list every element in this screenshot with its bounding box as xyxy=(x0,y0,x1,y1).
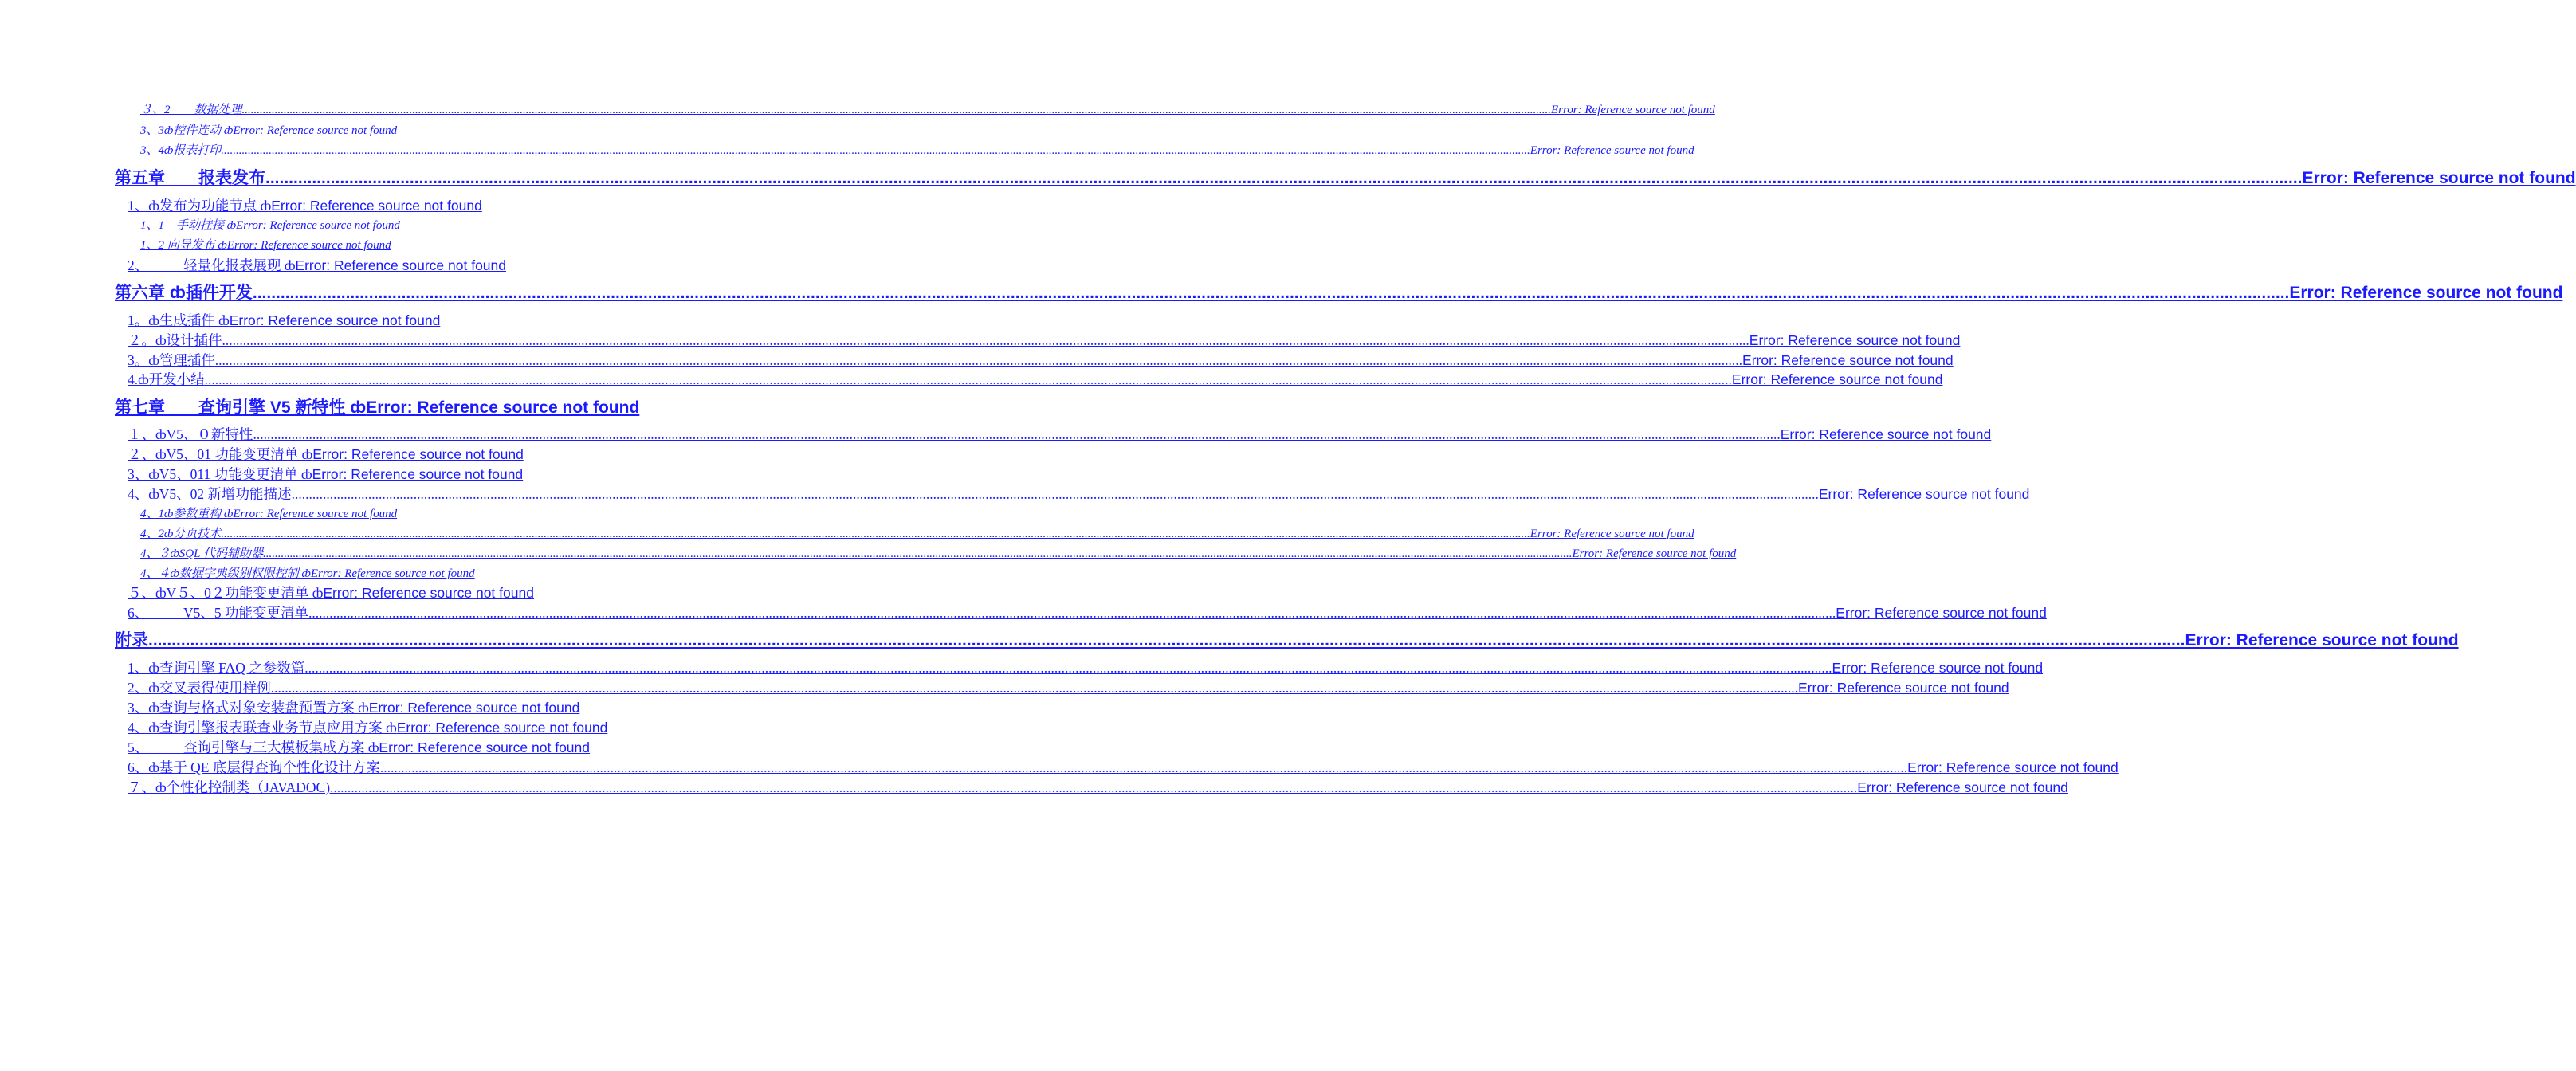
toc-entry-title: 6、ȸ基于 QE 底层得查询个性化设计方案 xyxy=(128,759,380,775)
toc-dot-leader: ...................................................................................................................................................................................................................................................................................................................................................................................................................................................... xyxy=(253,426,1781,442)
toc-dot-leader: ...................................................................................................................................................................................................................................................................................................................................................................................................................................................... xyxy=(379,759,1908,775)
toc-entry-title: 4、３ȸSQL 代码辅助器 xyxy=(140,547,263,560)
toc-entry-page-ref: Error: Reference source not found xyxy=(233,508,398,520)
toc-entry-page-ref: Error: Reference source not found xyxy=(323,585,534,601)
toc-dot-leader: ...................................................................................................................................................................................................................................................................................................................................................................................................................................................... xyxy=(252,284,2290,302)
toc-dot-leader: ...................................................................................................................................................................................................................................................................................................................................................................................................................................................... xyxy=(222,332,1749,348)
toc-dot-leader: ...................................................................................................................................................................................................................................................................................................................................................................................................................................................... xyxy=(221,144,1530,157)
toc-entry-page-ref: Error: Reference source not found xyxy=(1530,144,1694,157)
toc-entry-title: 6、 V5、5 功能变更清单 xyxy=(128,605,309,621)
toc-entry-page-ref: Error: Reference source not found xyxy=(233,124,398,137)
toc-entry[interactable] xyxy=(140,141,1694,157)
toc-entry-page-ref: Error: Reference source not found xyxy=(1907,759,2119,775)
toc-entry[interactable] xyxy=(128,369,1943,387)
toc-dot-leader: ...................................................................................................................................................................................................................................................................................................................................................................................................................................................... xyxy=(204,371,1732,387)
toc-dot-leader: ...................................................................................................................................................................................................................................................................................................................................................................................................................................................... xyxy=(262,547,1573,560)
toc-entry[interactable] xyxy=(128,310,440,328)
toc-entry[interactable] xyxy=(128,717,607,735)
toc-dot-leader: ...................................................................................................................................................................................................................................................................................................................................................................................................................................................... xyxy=(242,104,1552,116)
toc-entry[interactable] xyxy=(128,484,2030,502)
toc-entry-page-ref: Error: Reference source not found xyxy=(1836,605,2047,621)
toc-dot-leader: ...................................................................................................................................................................................................................................................................................................................................................................................................................................................... xyxy=(148,631,2185,649)
toc-entry-page-ref: Error: Reference source not found xyxy=(1832,660,2044,676)
toc-entry-title: 5、 查询引擎与三大模板集成方案 ȸ xyxy=(128,740,379,755)
toc-entry[interactable] xyxy=(128,657,2044,676)
toc-entry-page-ref: Error: Reference source not found xyxy=(1749,332,1961,348)
toc-entry-page-ref: Error: Reference source not found xyxy=(1818,486,2030,502)
toc-entry-page-ref: Error: Reference source not found xyxy=(1742,352,1954,368)
toc-entry-page-ref: Error: Reference source not found xyxy=(2289,284,2563,302)
toc-entry[interactable] xyxy=(140,524,1694,540)
toc-entry-page-ref: Error: Reference source not found xyxy=(2185,631,2459,649)
toc-entry[interactable] xyxy=(140,121,397,137)
toc-entry-page-ref: Error: Reference source not found xyxy=(312,466,524,482)
toc-dot-leader: ...................................................................................................................................................................................................................................................................................................................................................................................................................................................... xyxy=(291,486,1819,502)
toc-entry-page-ref: Error: Reference source not found xyxy=(2302,169,2576,187)
toc-entry-title: 3、ȸV5、011 功能变更清单 ȸ xyxy=(128,466,312,482)
toc-entry[interactable] xyxy=(115,165,2576,187)
toc-entry-page-ref: Error: Reference source not found xyxy=(310,567,475,580)
toc-dot-leader: ...................................................................................................................................................................................................................................................................................................................................................................................................................................................... xyxy=(308,605,1836,621)
toc-entry-title: 4、ȸV5、02 新增功能描述 xyxy=(128,486,292,502)
toc-entry-title: 附录 xyxy=(115,631,148,649)
toc-entry-page-ref: Error: Reference source not found xyxy=(396,720,608,736)
toc-entry-title: 3。ȸ管理插件 xyxy=(128,352,215,368)
toc-entry[interactable] xyxy=(140,216,400,232)
toc-dot-leader: ...................................................................................................................................................................................................................................................................................................................................................................................................................................................... xyxy=(270,680,1799,696)
toc-entry[interactable] xyxy=(128,464,523,481)
toc-entry-title: 4.ȸ开发小结 xyxy=(128,371,205,387)
toc-entry[interactable] xyxy=(128,330,1961,348)
toc-entry-page-ref: Error: Reference source not found xyxy=(295,257,507,273)
toc-entry-title: ２、ȸV5、01 功能变更清单 ȸ xyxy=(128,446,313,462)
toc-entry-title: 2、 轻量化报表展现 ȸ xyxy=(128,257,296,273)
toc-entry-page-ref: Error: Reference source not found xyxy=(1572,547,1737,560)
toc-entry[interactable] xyxy=(128,602,2047,621)
toc-entry-title: 3、3ȸ控件连动 ȸ xyxy=(140,124,234,137)
toc-entry-title: １、ȸV5、０新特性 xyxy=(128,426,253,442)
toc-entry[interactable] xyxy=(128,757,2119,775)
toc-entry-page-ref: Error: Reference source not found xyxy=(1731,371,1943,387)
toc-entry-title: ７、ȸ个性化控制类（JAVADOC) xyxy=(128,779,331,795)
toc-entry-page-ref: Error: Reference source not found xyxy=(312,446,524,462)
toc-entry[interactable] xyxy=(128,424,1992,442)
toc-entry-title: 第五章 报表发布 xyxy=(115,169,265,187)
toc-entry-title: ５、ȸV５、0２功能变更清单 ȸ xyxy=(128,585,324,601)
toc-entry-page-ref: Error: Reference source not found xyxy=(1551,104,1715,116)
toc-entry-title: 3、ȸ查询与格式对象安装盘预置方案 ȸ xyxy=(128,700,369,716)
toc-entry[interactable] xyxy=(128,444,524,461)
toc-entry-page-ref: Error: Reference source not found xyxy=(226,239,391,252)
toc-dot-leader: ...................................................................................................................................................................................................................................................................................................................................................................................................................................................... xyxy=(265,169,2303,187)
toc-entry[interactable] xyxy=(128,677,2009,696)
toc-entry[interactable] xyxy=(140,504,397,520)
toc-entry-page-ref: Error: Reference source not found xyxy=(1530,528,1694,540)
toc-entry-page-ref: Error: Reference source not found xyxy=(1798,680,2009,696)
toc-entry-title: ３、2 数据处理 xyxy=(140,104,242,116)
toc-entry-title: 1、ȸ发布为功能节点 ȸ xyxy=(128,198,272,214)
toc-entry-title: 1、2 向导发布 ȸ xyxy=(140,239,227,252)
toc-entry-title: 1。ȸ生成插件 ȸ xyxy=(128,312,230,328)
toc-dot-leader: ...................................................................................................................................................................................................................................................................................................................................................................................................................................................... xyxy=(304,660,1832,676)
toc-entry[interactable] xyxy=(128,583,534,600)
toc-entry-page-ref: Error: Reference source not found xyxy=(379,740,591,755)
toc-entry[interactable] xyxy=(128,195,482,213)
toc-entry-title: 1、1 手动挂接 ȸ xyxy=(140,219,237,232)
toc-entry-title: 4、1ȸ参数重构 ȸ xyxy=(140,508,234,520)
toc-entry[interactable] xyxy=(128,697,579,715)
toc-entry[interactable] xyxy=(128,777,2068,795)
toc-entry[interactable] xyxy=(115,280,2563,302)
toc-dot-leader: ...................................................................................................................................................................................................................................................................................................................................................................................................................................................... xyxy=(214,352,1743,368)
toc-entry[interactable] xyxy=(140,100,1715,116)
toc-entry-title: ２。ȸ设计插件 xyxy=(128,332,222,348)
toc-entry-title: 第七章 查询引擎 V5 新特性 ȸ xyxy=(115,398,367,417)
toc-entry-page-ref: Error: Reference source not found xyxy=(368,700,580,716)
toc-entry-title: 第六章 ȸ插件开发 xyxy=(115,284,253,302)
toc-entry-title: 2、ȸ交叉表得使用样例 xyxy=(128,680,271,696)
toc-entry-page-ref: Error: Reference source not found xyxy=(271,198,482,214)
toc-dot-leader: ...................................................................................................................................................................................................................................................................................................................................................................................................................................................... xyxy=(330,779,1858,795)
toc-entry[interactable] xyxy=(128,350,1954,368)
toc-entry[interactable] xyxy=(128,255,506,273)
toc-entry[interactable] xyxy=(115,394,639,415)
toc-entry-page-ref: Error: Reference source not found xyxy=(366,398,640,417)
toc-entry[interactable] xyxy=(140,564,475,580)
toc-entry-page-ref: Error: Reference source not found xyxy=(236,219,400,232)
toc-entry[interactable] xyxy=(140,236,391,252)
toc-entry[interactable] xyxy=(128,737,590,755)
toc-entry-page-ref: Error: Reference source not found xyxy=(229,312,441,328)
toc-entry[interactable] xyxy=(140,544,1737,560)
toc-entry-title: 1、ȸ查询引擎 FAQ 之参数篇 xyxy=(128,660,305,676)
toc-entry-page-ref: Error: Reference source not found xyxy=(1780,426,1992,442)
toc-entry-title: 4、2ȸ分页技术 xyxy=(140,528,222,540)
toc-entry-title: 3、4ȸ报表打印 xyxy=(140,144,222,157)
toc-entry-title: 4、４ȸ数据字典级别权限控制 ȸ xyxy=(140,567,311,580)
toc-dot-leader: ...................................................................................................................................................................................................................................................................................................................................................................................................................................................... xyxy=(221,528,1530,540)
toc-entry[interactable] xyxy=(115,627,2459,649)
toc-entry-title: 4、ȸ查询引擎报表联查业务节点应用方案 ȸ xyxy=(128,720,397,736)
toc-entry-page-ref: Error: Reference source not found xyxy=(1857,779,2068,795)
